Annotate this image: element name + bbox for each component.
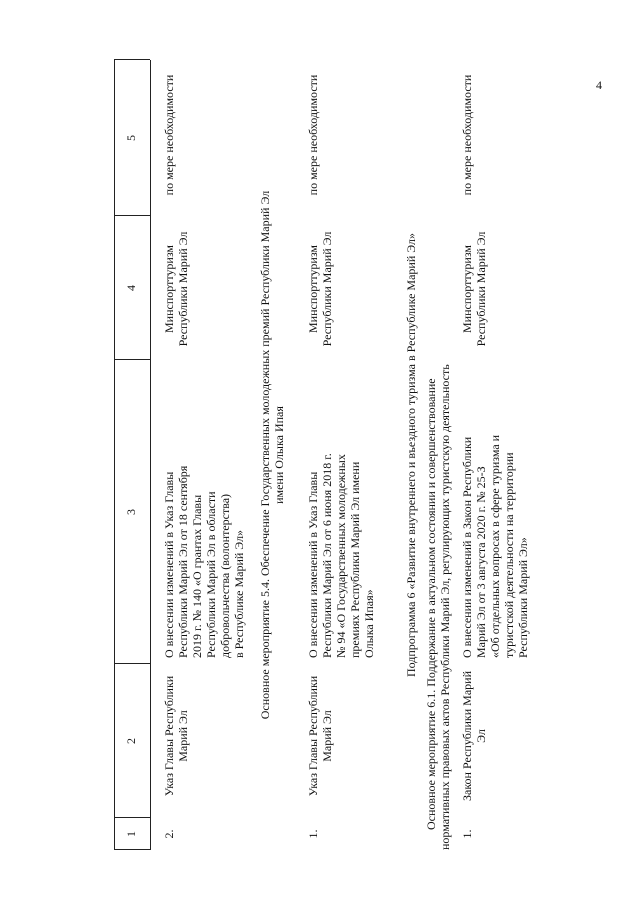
- act-title-line: О внесении изменений в Указ Главы: [162, 471, 176, 658]
- act-title-line: Марий Эл от 3 августа 2020 г. № 25-З: [474, 466, 488, 658]
- executor: Минспорттуризм Республики Марий Эл: [162, 231, 190, 347]
- page-number: 4: [596, 78, 602, 92]
- act-title-line: «Об отдельных вопросах в сфере туризма и: [488, 434, 502, 658]
- executor: Минспорттуризм Республики Марий Эл: [460, 231, 488, 347]
- act-title-line: Республики Марий Эл»: [516, 537, 530, 658]
- row-number: 1.: [460, 829, 474, 839]
- act-title-line: О внесении изменений в Указ Главы: [306, 471, 320, 658]
- header-col-3: 3: [124, 509, 138, 515]
- act-title-line: Республики Марий Эл от 6 июня 2018 г.: [320, 453, 334, 658]
- act-title-line: 2019 г. № 140 «О грантах Главы: [190, 494, 204, 658]
- table-header-row: [114, 60, 150, 850]
- deadline: по мере необходимости: [306, 74, 320, 196]
- header-bottom-border: [150, 60, 151, 850]
- act-type: Указ Главы Республики Марий Эл: [306, 675, 334, 797]
- header-col-2: 2: [124, 738, 138, 744]
- act-title: [162, 362, 246, 658]
- measure-6-1-line-2: нормативных правовых актов Республики Марий Эл, регулирующих туристскую деятельность: [438, 364, 452, 850]
- rotated-document-table: [114, 60, 530, 850]
- subprogram-6-title: Подпрограмма 6 «Развитие внутреннего и въездного туризма в Республике Марий Эл»: [404, 232, 418, 678]
- act-title-line: туристской деятельности на территории: [502, 452, 516, 658]
- header-col-5: 5: [124, 135, 138, 141]
- measure-6-1-line-1: Основное мероприятие 6.1. Поддержание в актуальном состоянии и совершенствование: [424, 378, 438, 830]
- deadline: по мере необходимости: [460, 74, 474, 196]
- act-title-line: № 94 «О Государственных молодежных: [334, 454, 348, 658]
- act-type: Указ Главы Республики Марий Эл: [162, 675, 190, 797]
- act-type: Закон Республики Марий Эл: [460, 670, 488, 802]
- header-col-4: 4: [124, 285, 138, 291]
- act-title-line: добровольчества (волонтерства): [218, 493, 232, 658]
- act-title-line: в Республике Марий Эл»: [232, 529, 246, 658]
- measure-5-4-line-1: Основное мероприятие 5.4. Обеспечение Государственных молодежных премий Республики Марий Эл: [258, 190, 272, 720]
- executor: Минспорттуризм Республики Марий Эл: [306, 231, 334, 347]
- row-number: 1.: [306, 829, 320, 839]
- deadline: по мере необходимости: [162, 74, 176, 196]
- header-col-1: 1: [124, 831, 138, 837]
- measure-5-4-line-2: имени Олыка Ипая: [272, 406, 286, 504]
- act-title: [306, 362, 376, 658]
- row-number: 2.: [162, 829, 176, 839]
- act-title-line: Республики Марий Эл в области: [204, 491, 218, 658]
- header-top-border: [114, 60, 115, 850]
- measure-5-4-heading: [258, 60, 286, 850]
- act-title: [460, 362, 530, 658]
- act-title-line: Олыка Ипая»: [362, 589, 376, 658]
- act-title-line: Республики Марий Эл от 18 сентября: [176, 465, 190, 658]
- act-title-line: О внесении изменений в Закон Республики: [460, 436, 474, 658]
- act-title-line: премиях Республики Марий Эл имени: [348, 461, 362, 658]
